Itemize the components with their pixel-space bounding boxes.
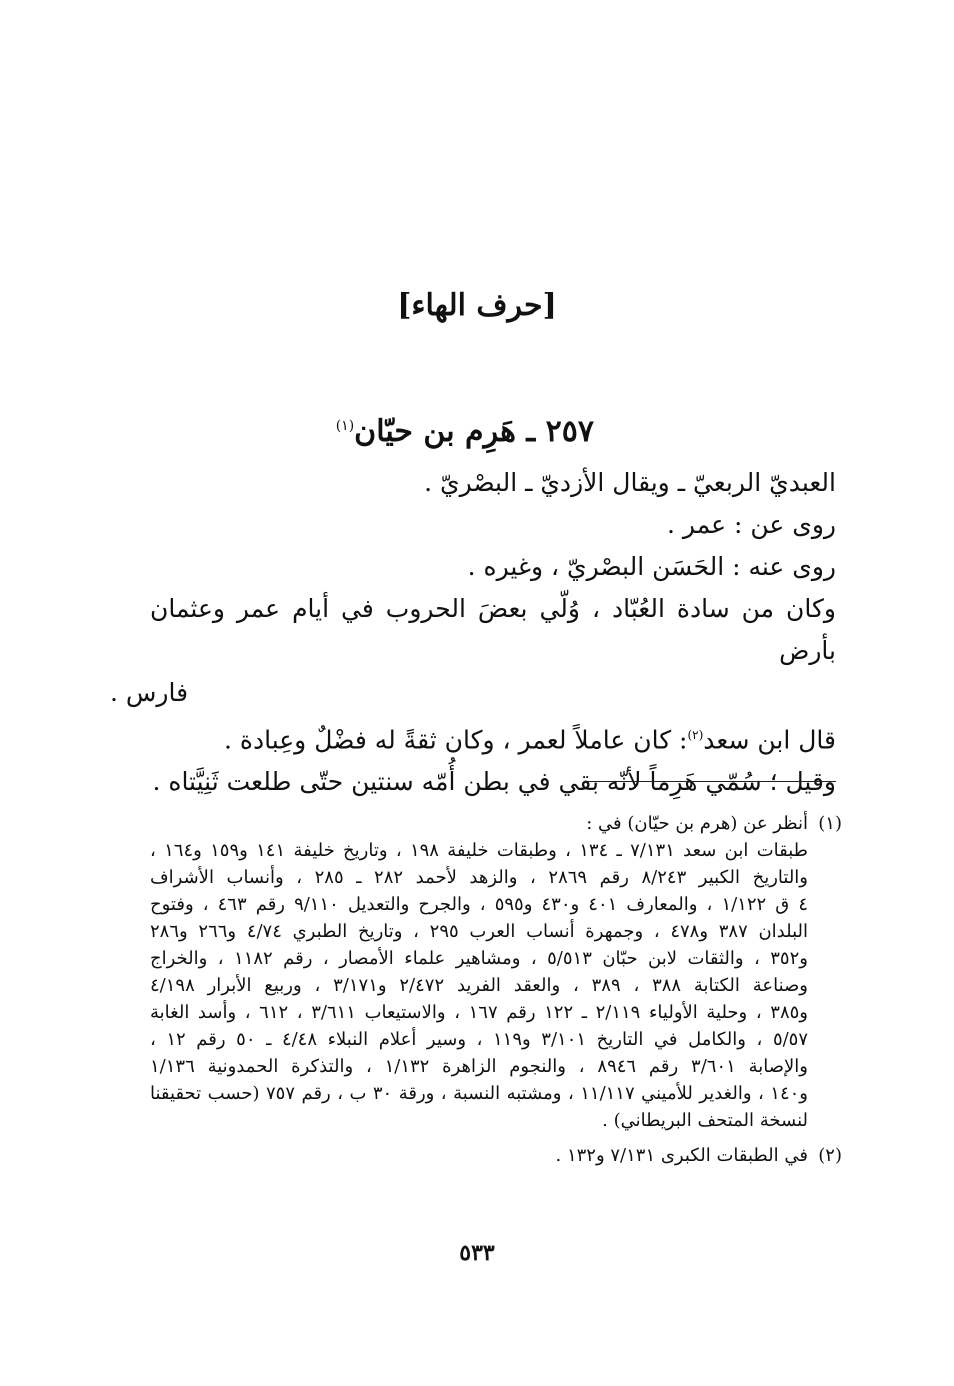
entry-body	[110, 462, 836, 803]
footnote-line: و٣٥٢ ، والثقات لابن حبّان ٥/٥١٣ ، ومشاهير علماء الأمصار ، رقم ١١٨٢ ، والخراج	[150, 948, 808, 969]
body-line: العبديّ الربعيّ ـ ويقال الأزديّ ـ البصْريّ .	[424, 468, 836, 497]
footnote-line: لنسخة المتحف البريطاني) .	[602, 1110, 808, 1131]
footnote-1	[150, 810, 842, 1134]
footnote-line: طبقات ابن سعد ٧/١٣١ ـ ١٣٤ ، وطبقات خليفة ١٩٨ ، وتاريخ خليفة ١٤١ و١٥٩ و١٦٤ ،	[150, 840, 808, 861]
footnote-ref-2: (٢)	[687, 728, 704, 742]
footnote-line: في الطبقات الكبرى ٧/١٣١ و١٣٢ .	[555, 1145, 808, 1166]
footnote-line: أنظر عن (هرم بن حيّان) في :	[586, 813, 808, 834]
body-line: فارس .	[110, 678, 189, 707]
footnote-line: و١٤٠ ، والغدير للأميني ١١/١١٧ ، ومشتبه النسبة ، ورقة ٣٠ ب ، رقم ٧٥٧ (حسب تحقيقنا	[150, 1083, 808, 1104]
body-text-fragment: قال ابن سعد	[703, 725, 836, 755]
body-line: روى عن : عمر .	[667, 510, 836, 539]
footnote-line: والإصابة ٣/٦٠١ رقم ٨٩٤٦ ، والنجوم الزاهرة ١/١٣٢ ، والتذكرة الحمدونية ١/١٣٦	[150, 1056, 808, 1077]
footnote-text	[150, 810, 808, 1134]
footnote-line: و٣٨٥ ، وحلية الأولياء ٢/١١٩ ـ ١٢٢ رقم ١٦٧ ، والاستيعاب ٣/٦١١ ، ٦١٢ ، وأسد الغابة	[150, 1002, 808, 1023]
footnotes	[150, 810, 842, 1177]
body-line: روى عنه : الحَسَن البصْريّ ، وغيره .	[467, 552, 836, 581]
footnote-line: ٥/٥٧ ، والكامل في التاريخ ٣/١٠١ و١١٩ ، وسير أعلام النبلاء ٤/٤٨ ـ ٥٠ رقم ١٢ ،	[150, 1029, 809, 1050]
footnote-text	[150, 1142, 808, 1169]
footnote-line: البلدان ٣٨٧ و٤٧٨ ، وجمهرة أنساب العرب ٢٩٥ ، وتاريخ الطبري ٤/٧٤ و٢٦٦ و٢٨٦	[150, 921, 808, 942]
footnote-number: (١)	[818, 813, 842, 834]
body-line: وكان من سادة العُبّاد ، وُلّي بعضَ الحروب في أيام عمر وعثمان بأرض	[150, 594, 836, 665]
footnote-divider	[584, 781, 836, 782]
entry-heading	[336, 414, 594, 449]
chapter-heading: [حرف الهاء]	[397, 288, 557, 323]
page-number: ٥٣٣	[459, 1240, 495, 1266]
footnote-line: والتاريخ الكبير ٨/٢٤٣ رقم ٢٨٦٩ ، والزهد لأحمد ٢٨٢ ـ ٢٨٥ ، وأنساب الأشراف	[150, 867, 809, 888]
footnote-ref-1: (١)	[335, 418, 355, 434]
footnote-line: ٤ ق ١/١٢٢ ، والمعارف ٤٠١ و٤٣٠ و٥٩٥ ، والجرح والتعديل ٩/١١٠ رقم ٤٦٣ ، وفتوح	[150, 894, 808, 915]
footnote-number: (٢)	[818, 1145, 842, 1166]
body-line	[150, 714, 836, 761]
body-text-fragment: : كان عاملاً لعمر ، وكان ثقةً له فضْلٌ وعِبادة .	[223, 725, 688, 755]
entry-title: ٢٥٧ ـ هَرِم بن حيّان	[354, 414, 594, 449]
footnote-2	[150, 1142, 842, 1169]
footnote-line: وصناعة الكتابة ٣٨٨ ، ٣٨٩ ، والعقد الفريد ٢/٤٧٢ و٣/١٧١ ، وربيع الأبرار ٤/١٩٨	[150, 975, 808, 996]
body-line: وقيل ؛ سُمّي هَرِماً لأنّه بقي في بطن أُمّه سنتين حتّى طلعت ثَنِيَّتاه .	[152, 767, 836, 797]
